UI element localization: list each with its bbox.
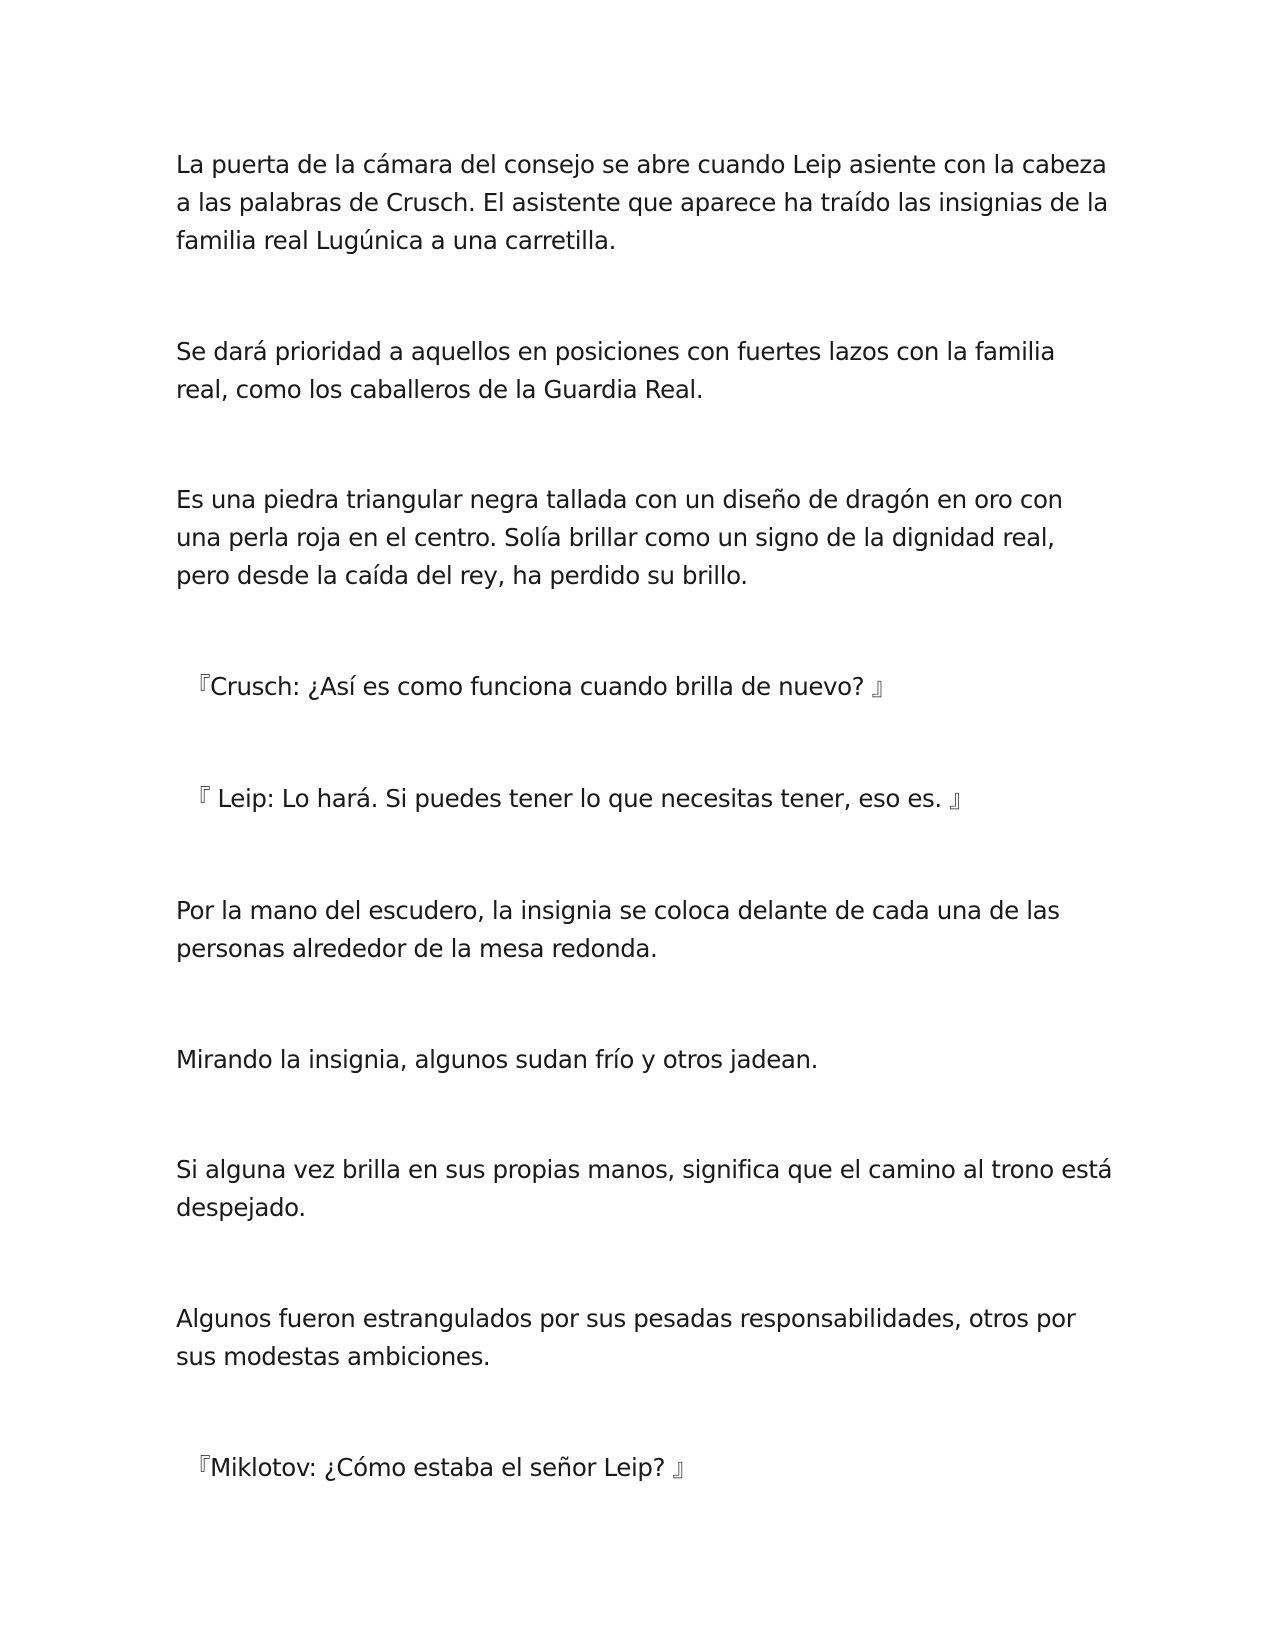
paragraph-ambitions bbox=[176, 1300, 1096, 1376]
text-line: familia real Lugúnica a una carretilla. bbox=[176, 226, 616, 255]
text-line: sus modestas ambiciones. bbox=[176, 1342, 491, 1371]
paragraph-council-door bbox=[176, 146, 1108, 260]
text-line: Mirando la insignia, algunos sudan frío y otros jadean. bbox=[176, 1045, 819, 1074]
dialogue-leip bbox=[186, 780, 1106, 818]
text-line: pero desde la caída del rey, ha perdido su brillo. bbox=[176, 561, 748, 590]
text-line: una perla roja en el centro. Solía brillar como un signo de la dignidad real, bbox=[176, 523, 1055, 552]
dialogue-miklotov bbox=[186, 1449, 1106, 1487]
paragraph-throne bbox=[176, 1151, 1113, 1227]
text-line: despejado. bbox=[176, 1193, 306, 1222]
text-line: Si alguna vez brilla en sus propias manos, significa que el camino al trono está bbox=[176, 1155, 1113, 1184]
paragraph-stone-description bbox=[176, 481, 1096, 595]
text-line: personas alrededor de la mesa redonda. bbox=[176, 934, 658, 963]
dialogue-crusch bbox=[186, 668, 1106, 706]
text-line: 『 Leip: Lo hará. Si puedes tener lo que necesitas tener, eso es. 』 bbox=[186, 784, 974, 813]
text-line: La puerta de la cámara del consejo se abre cuando Leip asiente con la cabeza bbox=[176, 150, 1107, 179]
paragraph-reactions bbox=[176, 1041, 1096, 1079]
text-line: 『Crusch: ¿Así es como funciona cuando brilla de nuevo? 』 bbox=[186, 672, 896, 701]
text-line: Por la mano del escudero, la insignia se coloca delante de cada una de las bbox=[176, 896, 1060, 925]
paragraph-priority bbox=[176, 333, 1096, 409]
paragraph-squire bbox=[176, 892, 1096, 968]
text-line: Es una piedra triangular negra tallada con un diseño de dragón en oro con bbox=[176, 485, 1063, 514]
text-line: Algunos fueron estrangulados por sus pesadas responsabilidades, otros por bbox=[176, 1304, 1076, 1333]
text-line: real, como los caballeros de la Guardia Real. bbox=[176, 375, 704, 404]
text-line: 『Miklotov: ¿Cómo estaba el señor Leip? 』 bbox=[186, 1453, 697, 1482]
text-line: a las palabras de Crusch. El asistente que aparece ha traído las insignias de la bbox=[176, 188, 1108, 217]
text-line: Se dará prioridad a aquellos en posiciones con fuertes lazos con la familia bbox=[176, 337, 1055, 366]
